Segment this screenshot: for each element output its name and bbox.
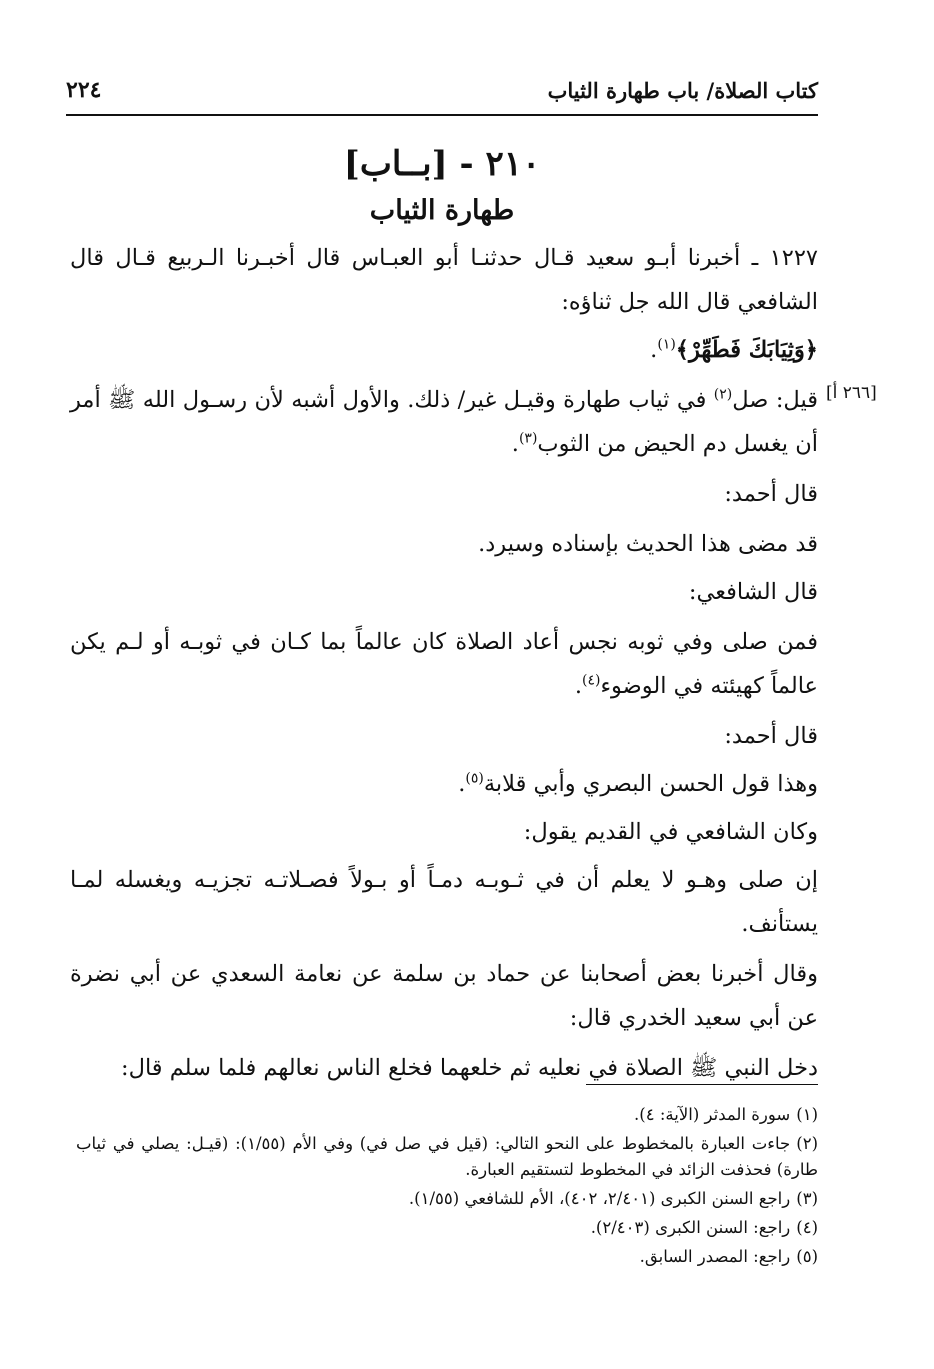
paragraph-speaker-shafii: قال الشافعي: — [688, 579, 818, 605]
paragraph-speaker-ahmad-2: قال أحمد: — [724, 723, 818, 749]
footnote-2 — [76, 1131, 818, 1183]
page-number: ٢٢٤ — [66, 77, 102, 103]
ruling-end: . — [574, 673, 582, 699]
main-text — [70, 236, 818, 1094]
footnote-text: راجع السنن الكبرى (٢/٤٠١، ٤٠٢)، الأم للشافعي (١/٥٥). — [408, 1189, 791, 1208]
footnote-text: سورة المدثر (الآية: ٤). — [634, 1105, 791, 1124]
running-header — [66, 66, 818, 116]
footnote-number: (٥) — [796, 1247, 818, 1266]
footnote-ref-2: (٢) — [713, 386, 733, 403]
paragraph-quran-verse — [70, 328, 818, 372]
paragraph-hadith-note: قد مضى هذا الحديث بإسناده وسيرد. — [478, 531, 818, 557]
paragraph-speaker-ahmad-1: قال أحمد: — [724, 481, 818, 507]
chapter-number: ٢١٠ - [بــاب] — [343, 144, 541, 184]
paragraph-old-view-text: إن صلى وهـو لا يعلم أن في ثـوبـه دمـاً أو بـولاً فصـلاتـه تجزيـه ويغسله لمـا يستأنف. — [70, 867, 818, 937]
quran-verse-end: . — [650, 337, 658, 363]
ruling-text: فمن صلى وفي ثوبه نجس أعاد الصلاة كان عالماً بما كـان في ثوبـه أو لـم يكن عالماً كهيئته في الوضوء — [70, 629, 818, 699]
footnote-number: (٤) — [796, 1218, 818, 1237]
footnote-number: (٣) — [796, 1189, 818, 1208]
commentary-start: قيل: صل — [732, 387, 819, 413]
paragraph-narration-chain: وقال أخبرنا بعض أصحابنا عن حماد بن سلمة عن نعامة السعدي عن أبي نضرة عن أبي سعيد الخدري قال: — [70, 961, 818, 1031]
paragraph-narration-text: دخل النبي ﷺ الصلاة في نعليه ثم خلعهما فخلع الناس نعالهم فلما سلم قال: — [121, 1055, 818, 1081]
footnote-text: راجع: المصدر السابق. — [639, 1247, 791, 1266]
commentary-body: في ثياب طهارة وقيـل غير/ ذلك. والأول أشبه لأن رسـول الله ﷺ أمر أن يغسل دم الحيض من الثوب — [70, 387, 818, 457]
quran-verse: ﴿وَثِيَابَكَ فَطَهِّرْ﴾ — [675, 337, 818, 363]
manuscript-folio-marker: [٢٦٦ أ] — [826, 383, 877, 403]
footnote-ref-1: (١) — [657, 336, 676, 353]
paragraph-ruling — [70, 620, 818, 708]
footnote-3 — [76, 1186, 818, 1212]
paragraph-commentary — [70, 378, 818, 466]
footnote-4 — [76, 1215, 818, 1241]
footnotes — [76, 1102, 818, 1273]
footnote-text: جاءت العبارة بالمخطوط على النحو التالي: (قيل في صل في) وفي الأم (١/٥٥): (قيـل: يصلي في ثياب طارة) فحذفت الزائد في المخطوط لتستقيم العبارة. — [76, 1134, 818, 1179]
footnote-ref-5: (٥) — [465, 770, 484, 787]
footnote-ref-3: (٣) — [518, 430, 538, 447]
footnote-1 — [76, 1102, 818, 1128]
opinion-end: . — [458, 771, 466, 797]
footnote-text: راجع: السنن الكبرى (٢/٤٠٣). — [590, 1218, 791, 1237]
footnote-number: (١) — [796, 1105, 818, 1124]
footnote-ref-4: (٤) — [582, 672, 601, 689]
running-title: كتاب الصلاة/ باب طهارة الثياب — [547, 77, 818, 103]
paragraph-opinion — [70, 762, 818, 806]
footnote-divider — [586, 1084, 818, 1085]
footnote-number: (٢) — [796, 1134, 818, 1153]
footnote-5 — [76, 1244, 818, 1270]
chapter-title: طهارة الثياب — [369, 195, 515, 226]
chapter-heading — [66, 140, 818, 232]
paragraph-old-view: وكان الشافعي في القديم يقول: — [523, 819, 818, 845]
paragraph-hadith-1227: ١٢٢٧ ـ أخبرنا أبـو سعيد قـال حدثنـا أبو العبـاس قال أخبـرنا الـربيع قـال قال الشافعي قال الله جل ثناؤه: — [70, 245, 818, 315]
opinion-text: وهذا قول الحسن البصري وأبي قلابة — [483, 771, 818, 797]
commentary-end: . — [511, 431, 519, 457]
